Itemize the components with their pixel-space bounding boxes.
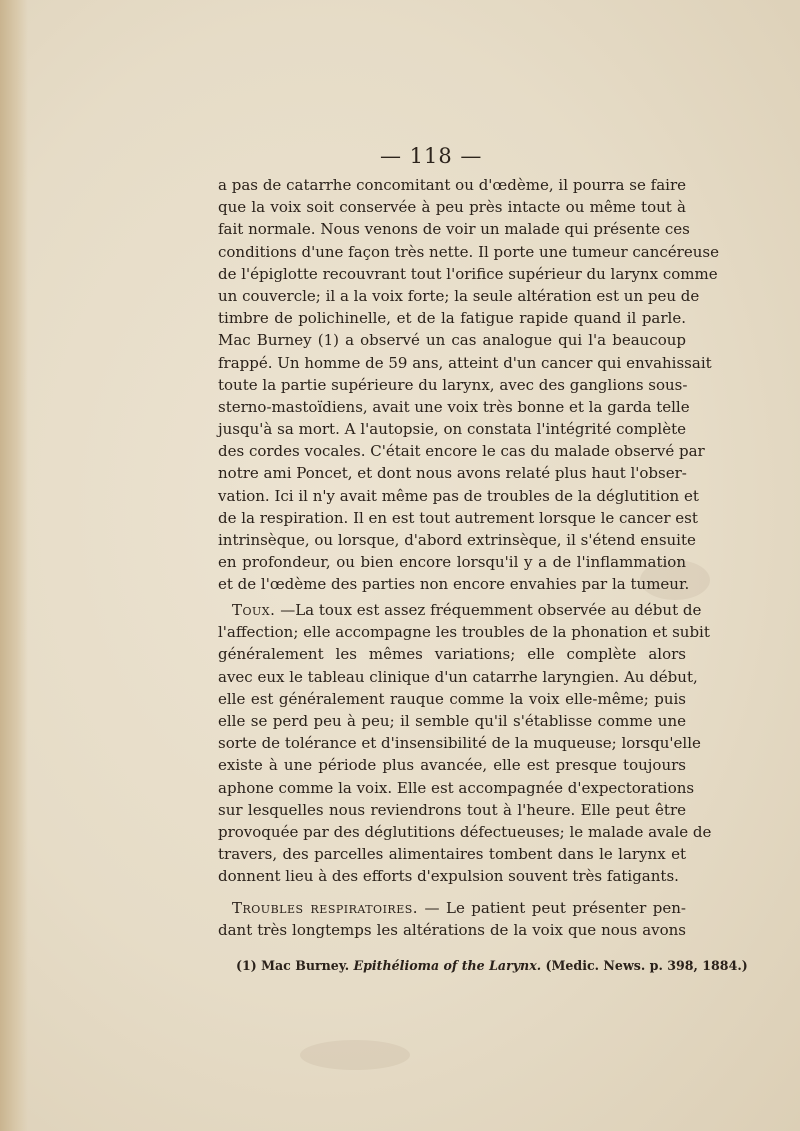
paragraph-line: l'affection; elle accompagne les troubles de la phonation et subit (218, 623, 710, 642)
paragraph-line (218, 897, 686, 919)
paragraph-line: sur lesquelles nous reviendrons tout à l'heure. Elle peut être (218, 800, 686, 819)
footnote-title: Epithélioma of the Larynx. (353, 958, 542, 973)
paragraph-line: a pas de catarrhe concomitant ou d'œdème, il pourra se faire (218, 176, 686, 194)
paragraph-line: timbre de polichinelle, et de la fatigue rapide quand il parle. (218, 309, 686, 328)
paragraph-line: en profondeur, ou bien encore lorsqu'il y a de l'inflammation (218, 553, 686, 572)
footnote-source: (Medic. News. p. 398, 1884.) (545, 958, 748, 973)
paragraph-line: existe à une période plus avancée, elle est presque toujours (218, 756, 686, 775)
paragraph-line: de l'épiglotte recouvrant tout l'orifice supérieur du larynx comme (218, 264, 718, 283)
paragraph-line: donnent lieu à des efforts d'expulsion souvent très fatigants. (218, 867, 679, 886)
paragraph-line: travers, des parcelles alimentaires tombent dans le larynx et (218, 845, 686, 864)
paragraph-line: intrinsèque, ou lorsque, d'abord extrinsèque, il s'étend ensuite (218, 531, 696, 549)
line-text: —La toux est assez fréquemment observée au début de (280, 601, 702, 619)
section-heading-toux: Toux. (232, 601, 276, 619)
paragraph-lines (218, 621, 712, 887)
paragraph-line: dant très longtemps les altérations de la voix que nous avons (218, 921, 686, 940)
paragraph-line: et de l'œdème des parties non encore envahies par la tumeur. (218, 575, 690, 594)
paragraph-line: toute la partie supérieure du larynx, avec des ganglions sous- (218, 375, 688, 394)
page-number: — 118 — (380, 144, 483, 168)
paragraph-line: fait normale. Nous venons de voir un malade qui présente ces (218, 220, 690, 239)
paragraph-line: conditions d'une façon très nette. Il porte une tumeur cancéreuse (218, 242, 719, 261)
paragraph-line: sterno-mastoïdiens, avait une voix très bonne et la garda telle (218, 397, 690, 416)
paragraph-line: des cordes vocales. C'était encore le cas du malade observé par (218, 442, 705, 461)
paragraph-line: vation. Ici il n'y avait même pas de troubles de la déglutition et (218, 486, 699, 505)
line-text: — Le patient peut présenter pen- (424, 899, 686, 917)
paragraph-line: aphone comme la voix. Elle est accompagnée d'expectorations (218, 778, 695, 797)
paragraph-toux (218, 599, 712, 887)
paragraph-line: elle se perd peu à peu; il semble qu'il s'établisse comme une (218, 711, 686, 730)
paragraph-line: que la voix soit conservée à peu près intacte ou même tout à (218, 198, 686, 217)
paragraph-line: de la respiration. Il en est tout autrement lorsque le cancer est (218, 508, 698, 527)
section-heading-troubles-respiratoires: Troubles respiratoires. (232, 899, 419, 917)
paragraph-line: notre ami Poncet, et dont nous avons relaté plus haut l'obser- (218, 464, 687, 483)
paragraph-line: provoquée par des déglutitions défectueuses; le malade avale de (218, 822, 712, 841)
paragraph-line (218, 599, 702, 621)
paragraph-line: généralement les mêmes variations; elle complète alors (218, 645, 686, 664)
paragraph-line: un couvercle; il a la voix forte; la seule altération est un peu de (218, 286, 700, 305)
paragraph-troubles-respiratoires (218, 897, 686, 941)
paragraph-line: jusqu'à sa mort. A l'autopsie, on constata l'intégrité complète (218, 420, 686, 439)
paragraph-line: sorte de tolérance et d'insensibilité de la muqueuse; lorsqu'elle (218, 734, 701, 753)
paragraph-voice-preservation (218, 174, 719, 596)
footnote-marker: (1) Mac Burney. (236, 958, 350, 973)
paragraph-line: Mac Burney (1) a observé un cas analogue qui l'a beaucoup (218, 331, 686, 350)
page-edge-shading (0, 0, 28, 1131)
paragraph-line: elle est généralement rauque comme la voix elle-même; puis (218, 689, 686, 708)
footnote (236, 957, 748, 975)
paragraph-line: avec eux le tableau clinique d'un catarrhe laryngien. Au début, (218, 667, 698, 686)
paragraph-line: frappé. Un homme de 59 ans, atteint d'un cancer qui envahissait (218, 353, 712, 372)
paper-stain (300, 1040, 410, 1070)
paragraph-lines (218, 919, 686, 941)
